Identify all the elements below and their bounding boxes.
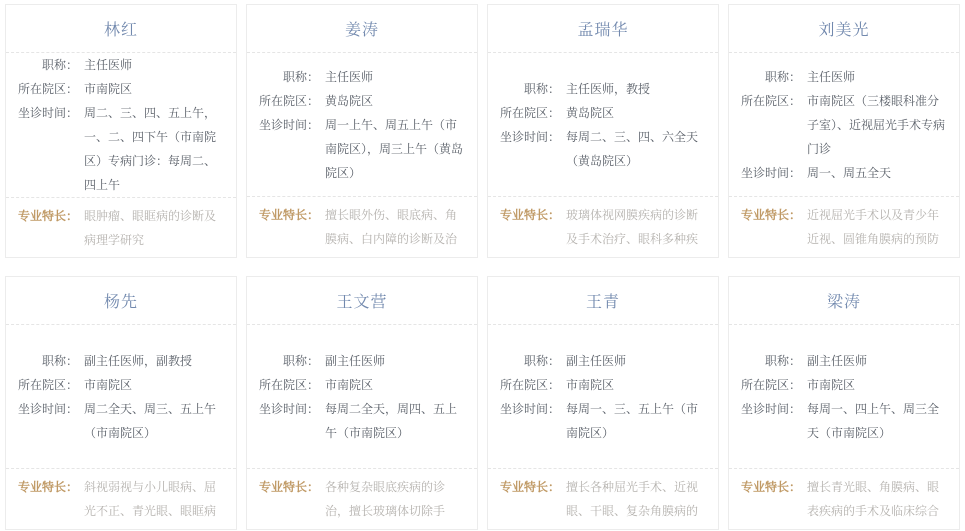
doctor-specialty: [488, 469, 718, 529]
title-label: 职称：: [282, 353, 319, 368]
doctor-info: [488, 53, 718, 197]
doctor-name-link[interactable]: 林红: [6, 5, 236, 53]
doctor-info: [6, 325, 236, 469]
specialty-value: 斜视弱视与小儿眼病、屈光不正、青光眼、眼眶病: [84, 480, 217, 518]
title-row: [259, 65, 465, 89]
schedule-value: 每周一、四上午、周三全天（市南院区）: [807, 401, 940, 440]
specialty-value: 擅长眼外伤、眼底病、角膜病、白内障的诊断及治: [325, 208, 458, 246]
doctor-specialty: [247, 469, 477, 529]
doctor-name-link[interactable]: 杨先: [6, 277, 236, 325]
campus-row: [500, 101, 706, 125]
schedule-row: [741, 397, 947, 445]
schedule-label: 坐诊时间：: [259, 117, 320, 132]
schedule-value: 每周一、三、五上午（市南院区）: [566, 401, 699, 440]
title-value: 副主任医师: [325, 353, 386, 368]
specialty-value: 近视屈光手术以及青少年近视、圆锥角膜病的预防: [807, 208, 940, 246]
specialty-value: 擅长青光眼、角膜病、眼表疾病的手术及临床综合: [807, 480, 940, 518]
doctor-specialty: [247, 197, 477, 257]
doctor-specialty: [488, 197, 718, 257]
doctor-name-link[interactable]: 王青: [488, 277, 718, 325]
specialty-value: 各种复杂眼底疾病的诊治，擅长玻璃体切除手: [325, 480, 446, 518]
specialty-label: 专业特长：: [259, 208, 320, 222]
campus-value: 黄岛院区: [566, 105, 615, 120]
schedule-value: 周二、三、四、五上午，一、二、四下午（市南院区）专病门诊：每周二、四上午: [84, 106, 217, 192]
doctor-specialty: [6, 198, 236, 257]
campus-label: 所在院区：: [18, 82, 79, 96]
doctor-info: [729, 325, 959, 469]
title-value: 主任医师: [325, 69, 374, 84]
title-label: 职称：: [41, 58, 78, 72]
schedule-value: 周一、周五全天: [807, 165, 892, 180]
doctor-info: [6, 53, 236, 198]
doctor-card: [5, 4, 237, 258]
schedule-label: 坐诊时间：: [500, 401, 561, 416]
schedule-row: [259, 113, 465, 185]
campus-row: [259, 89, 465, 113]
title-row: [259, 349, 465, 373]
specialty-value: 眼肿瘤、眼眶病的诊断及病理学研究: [84, 209, 217, 247]
doctor-info: [488, 325, 718, 469]
title-value: 副主任医师，副教授: [84, 353, 193, 368]
doctor-specialty: [729, 197, 959, 257]
campus-row: [741, 373, 947, 397]
schedule-label: 坐诊时间：: [741, 401, 802, 416]
campus-value: 市南院区（三楼眼科准分子室）、近视屈光手术专病门诊: [807, 93, 946, 156]
schedule-value: 周二全天、周三、五上午（市南院区）: [84, 401, 217, 440]
title-row: [741, 65, 947, 89]
schedule-row: [500, 397, 706, 445]
specialty-value: 擅长各种屈光手术、近视眼、干眼、复杂角膜病的: [566, 480, 699, 518]
title-label: 职称：: [764, 69, 801, 84]
schedule-label: 坐诊时间：: [741, 165, 802, 180]
title-label: 职称：: [523, 81, 560, 96]
title-row: [741, 349, 947, 373]
doctor-name-link[interactable]: 姜涛: [247, 5, 477, 53]
campus-label: 所在院区：: [500, 377, 561, 392]
campus-value: 市南院区: [807, 377, 856, 392]
doctor-card: [5, 276, 237, 530]
doctor-card: [487, 4, 719, 258]
title-value: 副主任医师: [807, 353, 868, 368]
campus-value: 市南院区: [325, 377, 374, 392]
campus-label: 所在院区：: [18, 377, 79, 392]
schedule-value: 每周二、三、四、六全天（黄岛院区）: [566, 129, 699, 168]
doctor-info: [729, 53, 959, 197]
title-row: [18, 349, 224, 373]
doctor-info: [247, 53, 477, 197]
schedule-label: 坐诊时间：: [18, 401, 79, 416]
title-value: 主任医师，教授: [566, 81, 651, 96]
schedule-label: 坐诊时间：: [500, 129, 561, 144]
doctor-card: [246, 276, 478, 530]
campus-row: [18, 373, 224, 397]
doctor-name-link[interactable]: 刘美光: [729, 5, 959, 53]
title-label: 职称：: [41, 353, 78, 368]
campus-value: 市南院区: [84, 377, 133, 392]
schedule-row: [741, 161, 947, 185]
specialty-value: 玻璃体视网膜疾病的诊断及手术治疗、眼科多种疾: [566, 208, 699, 246]
title-row: [18, 53, 224, 77]
title-value: 主任医师: [807, 69, 856, 84]
doctor-info: [247, 325, 477, 469]
specialty-label: 专业特长：: [741, 480, 802, 494]
doctor-specialty: [6, 469, 236, 529]
doctor-card: [487, 276, 719, 530]
schedule-row: [18, 397, 224, 445]
campus-label: 所在院区：: [741, 93, 802, 108]
campus-label: 所在院区：: [259, 93, 320, 108]
specialty-label: 专业特长：: [500, 208, 561, 222]
schedule-row: [18, 101, 224, 197]
specialty-label: 专业特长：: [18, 480, 79, 494]
campus-label: 所在院区：: [259, 377, 320, 392]
campus-value: 市南院区: [566, 377, 615, 392]
doctor-card: [246, 4, 478, 258]
title-label: 职称：: [523, 353, 560, 368]
schedule-label: 坐诊时间：: [18, 106, 79, 120]
specialty-label: 专业特长：: [500, 480, 561, 494]
campus-row: [18, 77, 224, 101]
title-row: [500, 349, 706, 373]
doctor-card: [728, 276, 960, 530]
doctor-specialty: [729, 469, 959, 529]
doctor-name-link[interactable]: 孟瑞华: [488, 5, 718, 53]
schedule-value: 周一上午、周五上午（市南院区），周三上午（黄岛院区）: [325, 117, 464, 180]
doctor-card: [728, 4, 960, 258]
campus-label: 所在院区：: [500, 105, 561, 120]
schedule-row: [500, 125, 706, 173]
doctor-name-link[interactable]: 王文营: [247, 277, 477, 325]
specialty-label: 专业特长：: [18, 209, 79, 223]
title-value: 副主任医师: [566, 353, 627, 368]
schedule-label: 坐诊时间：: [259, 401, 320, 416]
schedule-row: [259, 397, 465, 445]
doctor-name-link[interactable]: 梁涛: [729, 277, 959, 325]
campus-row: [500, 373, 706, 397]
specialty-label: 专业特长：: [259, 480, 320, 494]
campus-value: 黄岛院区: [325, 93, 374, 108]
campus-label: 所在院区：: [741, 377, 802, 392]
title-label: 职称：: [282, 69, 319, 84]
title-row: [500, 77, 706, 101]
schedule-value: 每周二全天，周四、五上午（市南院区）: [325, 401, 458, 440]
title-value: 主任医师: [84, 58, 133, 72]
campus-value: 市南院区: [84, 82, 133, 96]
campus-row: [741, 89, 947, 161]
campus-row: [259, 373, 465, 397]
specialty-label: 专业特长：: [741, 208, 802, 222]
title-label: 职称：: [764, 353, 801, 368]
